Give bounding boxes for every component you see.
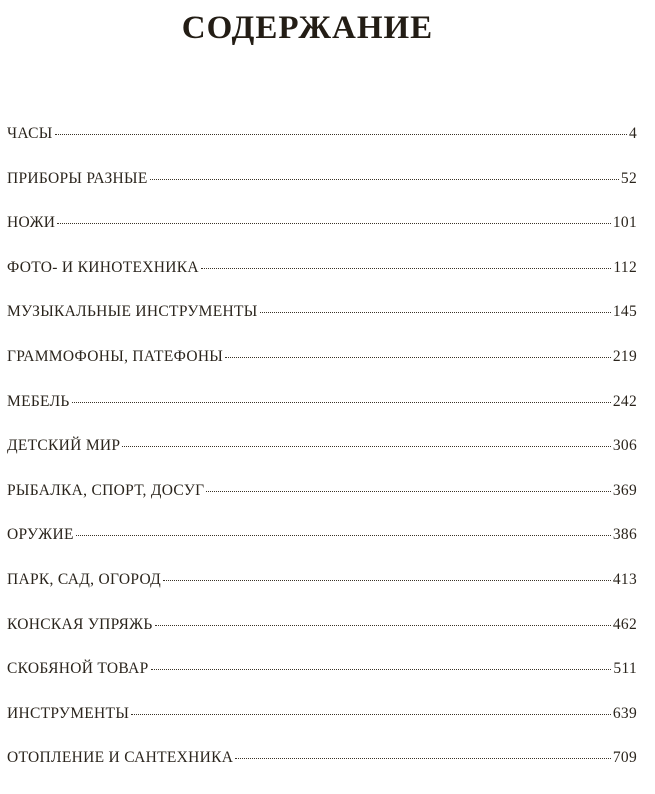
toc-dot-leader [57, 223, 611, 224]
toc-dot-leader [225, 357, 611, 358]
table-of-contents [7, 125, 637, 794]
toc-entry [7, 482, 637, 527]
toc-dot-leader [155, 625, 611, 626]
toc-dot-leader [76, 535, 611, 536]
toc-entry [7, 393, 637, 438]
toc-dot-leader [150, 179, 619, 180]
toc-entry-label: ДЕТСКИЙ МИР [7, 437, 121, 455]
toc-entry-page: 52 [620, 169, 637, 187]
toc-dot-leader [151, 669, 612, 670]
toc-entry-page: 112 [613, 258, 637, 276]
toc-entry [7, 303, 637, 348]
toc-entry-label: ФОТО- И КИНОТЕХНИКА [7, 258, 199, 276]
toc-entry-label: МУЗЫКАЛЬНЫЕ ИНСТРУМЕНТЫ [7, 303, 258, 321]
toc-entry-label: ЧАСЫ [7, 125, 53, 142]
toc-dot-leader [163, 580, 611, 581]
toc-entry [7, 571, 637, 616]
toc-entry-page: 709 [612, 749, 637, 767]
toc-dot-leader [131, 714, 611, 715]
toc-entry [7, 125, 637, 170]
toc-entry-label: ОТОПЛЕНИЕ И САНТЕХНИКА [7, 749, 234, 767]
toc-entry-page: 4 [628, 125, 637, 142]
toc-dot-leader [206, 491, 610, 492]
toc-dot-leader [72, 402, 611, 403]
toc-entry-page: 101 [612, 214, 637, 232]
toc-entry-page: 413 [612, 570, 637, 588]
toc-dot-leader [201, 268, 612, 269]
toc-entry-label: МЕБЕЛЬ [7, 392, 70, 410]
toc-entry-page: 242 [612, 392, 637, 410]
toc-entry [7, 705, 637, 750]
toc-entry-page: 386 [612, 526, 637, 544]
toc-entry [7, 526, 637, 571]
toc-dot-leader [235, 758, 611, 759]
page-title: СОДЕРЖАНИЕ [181, 10, 434, 46]
toc-entry-label: ПРИБОРЫ РАЗНЫЕ [7, 169, 148, 187]
toc-dot-leader [122, 446, 610, 447]
toc-entry-page: 219 [612, 347, 637, 365]
toc-entry [7, 749, 637, 794]
toc-entry-label: СКОБЯНОЙ ТОВАР [7, 660, 149, 678]
toc-entry-page: 306 [612, 437, 637, 455]
toc-entry [7, 348, 637, 393]
toc-dot-leader [55, 134, 627, 135]
toc-entry [7, 259, 637, 304]
toc-entry [7, 616, 637, 661]
toc-entry-label: КОНСКАЯ УПРЯЖЬ [7, 615, 153, 633]
toc-entry-page: 511 [613, 660, 637, 678]
toc-entry-page: 369 [612, 481, 637, 499]
toc-entry-label: ОРУЖИЕ [7, 526, 74, 544]
toc-entry [7, 660, 637, 705]
toc-entry [7, 170, 637, 215]
toc-entry-page: 462 [612, 615, 637, 633]
toc-entry-page: 639 [612, 704, 637, 722]
toc-entry [7, 437, 637, 482]
toc-entry-label: ПАРК, САД, ОГОРОД [7, 570, 162, 588]
toc-entry-label: НОЖИ [7, 214, 56, 232]
toc-entry [7, 214, 637, 259]
toc-entry-label: ГРАММОФОНЫ, ПАТЕФОНЫ [7, 347, 224, 365]
toc-entry-label: ИНСТРУМЕНТЫ [7, 704, 130, 722]
toc-dot-leader [260, 312, 611, 313]
toc-entry-page: 145 [612, 303, 637, 321]
toc-entry-label: РЫБАЛКА, СПОРТ, ДОСУГ [7, 481, 205, 499]
